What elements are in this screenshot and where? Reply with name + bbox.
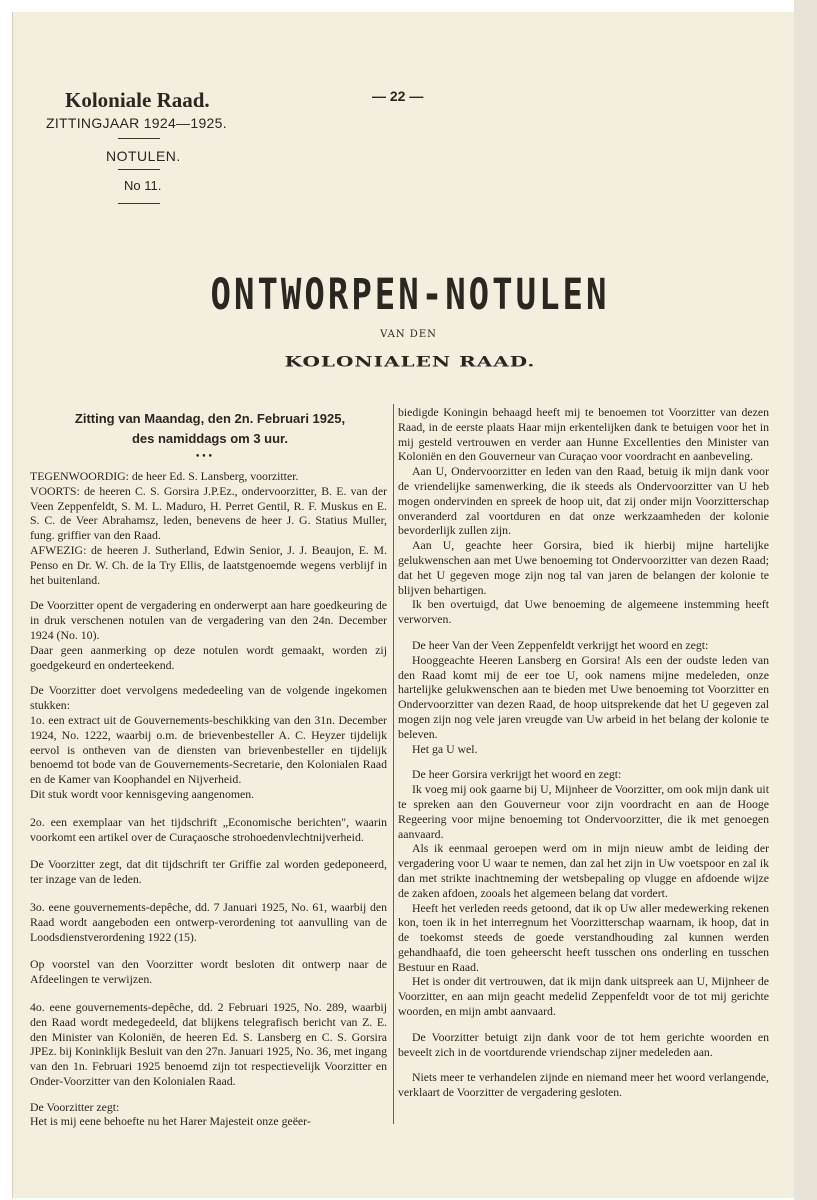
paragraph: 4o. eene gouvernements-depêche, dd. 2 Februari 1925, No. 289, waarbij den Raad wordt medegedeeld, dat blijkens telegrafisch bericht van Z. E. den Minister van Koloniën, de heeren Ed. S. Lansberg en C. S. Gorsira JPEz. bij Koninklijk Besluit van den 27n. Januari 1925, No. 36, met ingang van den 1n. Februari 1925 benoemd zijn tot respectievelijk Voorzitter en Onder-Voorzitter van den Kolonialen Raad. bbox=[30, 999, 387, 1088]
paragraph: Ik voeg mij ook gaarne bij U, Mijnheer de Voorzitter, om ook mijn dank uit te spreken aan den Gouverneur voor zijn voordracht en aan de Hooge Regeering voor mijne benoeming tot Ondervoorzitter, die ik met genoegen aanvaard. bbox=[398, 782, 769, 841]
right-column bbox=[398, 405, 769, 1100]
paragraph: biedigde Koningin behaagd heeft mij te benoemen tot Voorzitter van dezen Raad, in de eerste plaats Haar mijn erkentelijken dank te betuigen voor het in mij gesteld vertrouwen en verder aan Hunne Excellenties den Minister van Koloniën en den Gouverneur van Curaçao voor voordracht en aanbeveling. bbox=[398, 405, 769, 464]
paragraph: Daar geen aanmerking op deze notulen wordt gemaakt, worden zij goedgekeurd en onderteekend. bbox=[30, 642, 387, 672]
paragraph: Aan U, geachte heer Gorsira, bied ik hierbij mijne hartelijke gelukwenschen aan met Uwe benoeming tot Ondervoorzitter van dezen Raad; dat het U gegeven moge zijn nog tal van jaren de belangen der kolonie te blijven behartigen. bbox=[398, 538, 769, 597]
paragraph: Op voorstel van den Voorzitter wordt besloten dit ontwerp naar de Afdeelingen te verwijzen. bbox=[30, 957, 387, 987]
paragraph: De Voorzitter doet vervolgens mededeeling van de volgende ingekomen stukken: bbox=[30, 683, 387, 713]
meeting-heading-line: Zitting van Maandag, den 2n. Februari 1925, bbox=[74, 411, 346, 426]
meeting-heading bbox=[40, 409, 380, 449]
council-name: KOLONIALEN RAAD. bbox=[284, 353, 536, 370]
paragraph: Het is mij eene behoefte nu het Harer Majesteit onze geëer- bbox=[30, 1114, 311, 1129]
paragraph: Ik ben overtuigd, dat Uwe benoeming de algemeene instemming heeft verworven. bbox=[398, 597, 769, 627]
document-title: ONTWORPEN-NOTULEN bbox=[210, 270, 610, 320]
meeting-heading-line: des namiddags om 3 uur. bbox=[131, 431, 289, 446]
paragraph: 2o. een exemplaar van het tijdschrift „Economische berichten", waarin voorkomt een artikel over de Curaçaosche strohoedenvlechtnijverheid. bbox=[30, 814, 387, 844]
paragraph: Het ga U wel. bbox=[412, 741, 478, 756]
body-name: Koloniale Raad. bbox=[65, 88, 210, 112]
paragraph: De heer Gorsira verkrijgt het woord en zegt: bbox=[412, 767, 622, 782]
session-year: ZITTINGJAAR 1924—1925. bbox=[46, 115, 227, 131]
separator: ••• bbox=[195, 452, 214, 462]
paragraph: Dit stuk wordt voor kennisgeving aangenomen. bbox=[30, 786, 255, 801]
paragraph: TEGENWOORDIG: de heer Ed. S. Lansberg, voorzitter. bbox=[30, 469, 299, 483]
page-edge bbox=[794, 0, 817, 1200]
divider bbox=[118, 169, 160, 170]
paragraph: 1o. een extract uit de Gouvernements-beschikking van den 31n. December 1924, No. 1222, waarbij o.m. de brievenbesteller A. C. Heyzer tijdelijk eervol is ontheven van de diensten van brievenbesteller en tijdelijk benoemd tot bode van de Gouvernements-Secretarie, den Kolonialen Raad en de Kamer van Koophandel en Nijverheid. bbox=[30, 712, 387, 787]
section-label: NOTULEN. bbox=[106, 148, 181, 164]
paragraph: Niets meer te verhandelen zijnde en niemand meer het woord verlangende, verklaart de Voorzitter de vergadering gesloten. bbox=[398, 1070, 769, 1100]
paragraph: De Voorzitter opent de vergadering en onderwerpt aan hare goedkeuring de in druk verschenen notulen van de vergadering van den 24n. December 1924 (No. 10). bbox=[30, 598, 387, 642]
paragraph: De heer Van der Veen Zeppenfeldt verkrijgt het woord en zegt: bbox=[412, 637, 709, 652]
paragraph: De Voorzitter zegt: bbox=[30, 1099, 120, 1114]
paragraph: Als ik eenmaal geroepen werd om in mijn nieuw ambt de leiding der vergadering voor U waar te nemen, dan zal het zijn in Uw voetspoor en zal ik dan met strikte inachtneming der wetsbepaling op vlugge en afdoende wijze de zaken afdoen, zooals het algemeen belang dat vordert. bbox=[398, 841, 769, 900]
left-column bbox=[30, 469, 387, 1129]
paragraph: De Voorzitter betuigt zijn dank voor de tot hem gerichte woorden en beveelt zich in de voortdurende vriendschap zijner medeleden aan. bbox=[398, 1029, 769, 1059]
paragraph: AFWEZIG: de heeren J. Sutherland, Edwin Senior, J. J. Beaujon, E. M. Penso en Dr. W. Ch. de la Try Ellis, de laatstgenoemde wegens verblijf in het buitenland. bbox=[30, 542, 387, 587]
divider bbox=[118, 203, 160, 204]
paragraph: 3o. eene gouvernements-depêche, dd. 7 Januari 1925, No. 61, waarbij den Raad wordt aangeboden een ontwerp-verordening tot aanvulling van de Loodsdienstverordening 1922 (15). bbox=[30, 899, 387, 944]
paragraph: VOORTS: de heeren C. S. Gorsira J.P.Ez., ondervoorzitter, B. E. van der Veen Zeppenfeldt, S. M. L. Maduro, H. Perret Gentil, R. F. Muskus en E. S. C. de Veer Abrahamsz, leden, benevens de heer J. G. Statius Muller, fung. griffier van den Raad. bbox=[30, 483, 387, 543]
page-number: — 22 — bbox=[372, 88, 424, 104]
paragraph: Het is onder dit vertrouwen, dat ik mijn dank uitspreek aan U, Mijnheer de Voorzitter, en aan mijn geacht medelid Zeppenfeldt voor de tot mij gerichte woorden, en mijn ambt aanvaard. bbox=[398, 974, 769, 1019]
paragraph: Heeft het verleden reeds getoond, dat ik op Uw aller medewerking rekenen kon, toen ik in het interregnum het Voorzitterschap waarnam, ik hoop, dat in de toekomst steeds de goede verstandhouding zal kunnen werden gehandhaafd, die toen geheerscht heeft tusschen ons onderling en tusschen Bestuur en Raad. bbox=[398, 900, 769, 974]
paragraph: Hooggeachte Heeren Lansberg en Gorsira! Als een der oudste leden van den Raad komt mij de eer toe U, ook namens mijne medeleden, onze hartelijke gelukwenschen aan te bieden met Uwe benoeming tot Voorzitter en Ondervoorzitter van dezen Raad, de hoop uitsprekende dat het U gegeven zal mogen zijn nog vele jaren vreugde van Uw arbeid in het belang der kolonie te beleven. bbox=[398, 652, 769, 741]
paragraph: De Voorzitter zegt, dat dit tijdschrift ter Griffie zal worden gedeponeerd, ter inzage van de leden. bbox=[30, 857, 387, 887]
paragraph: Aan U, Ondervoorzitter en leden van den Raad, betuig ik mijn dank voor de vriendelijke samenwerking, die ik steeds als Ondervoorzitter van U heb mogen ondervinden en spreek de hoop uit, dat zij onder mijn Voorzitterschap onveranderd zal voortduren en dat onze werkzaamheden der kolonie bevorderlijk zullen zijn. bbox=[398, 464, 769, 538]
divider bbox=[118, 138, 160, 139]
column-divider bbox=[393, 404, 394, 1124]
title-sub: VAN DEN bbox=[380, 329, 437, 340]
issue-number: No 11. bbox=[124, 178, 162, 193]
